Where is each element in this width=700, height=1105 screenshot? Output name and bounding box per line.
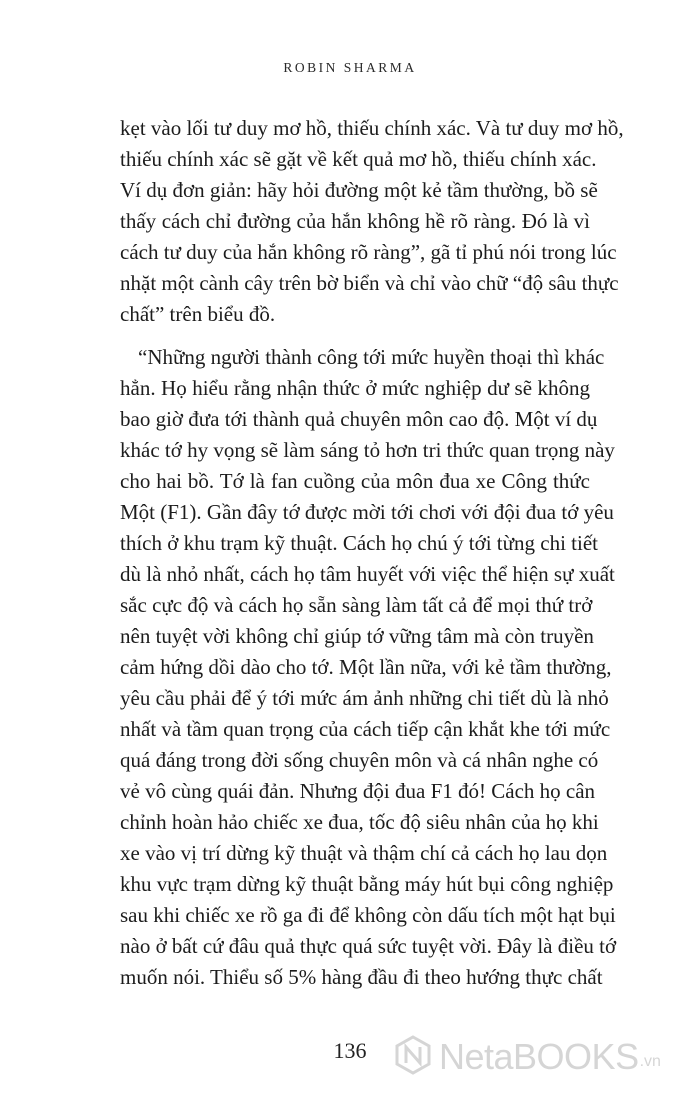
text-line: khác tớ hy vọng sẽ làm sáng tỏ hơn tri thức quan trọng này bbox=[120, 438, 615, 462]
text-line: thích ở khu trạm kỹ thuật. Cách họ chú ý tới từng chi tiết bbox=[120, 531, 599, 555]
text-line: quá đáng trong đời sống chuyên môn và cá nhân nghe có bbox=[120, 748, 599, 772]
text-line: Ví dụ đơn giản: hãy hỏi đường một kẻ tầm thường, bồ sẽ bbox=[120, 178, 598, 202]
text-line: xe vào vị trí dừng kỹ thuật và thậm chí cả cách họ lau dọn bbox=[120, 841, 608, 865]
running-head: ROBIN SHARMA bbox=[283, 60, 417, 75]
text-line: chỉnh hoàn hảo chiếc xe đua, tốc độ siêu nhân của họ khi bbox=[120, 810, 599, 834]
watermark-brand: NetaBOOKS bbox=[439, 1036, 639, 1077]
text-line: bao giờ đưa tới thành quả chuyên môn cao độ. Một ví dụ bbox=[120, 407, 598, 431]
watermark-suffix: .vn bbox=[639, 1053, 661, 1070]
text-line: sắc cực độ và cách họ sẵn sàng làm tất cả để mọi thứ trở bbox=[120, 593, 593, 617]
text-line: khu vực trạm dừng kỹ thuật bằng máy hút bụi công nghiệp bbox=[120, 872, 614, 896]
watermark bbox=[393, 1033, 693, 1081]
text-line: muốn nói. Thiểu số 5% hàng đầu đi theo hướng thực chất bbox=[120, 965, 603, 989]
text-line: chất” trên biểu đồ. bbox=[120, 302, 276, 326]
text-line: nhặt một cành cây trên bờ biển và chỉ vào chữ “độ sâu thực bbox=[120, 271, 619, 295]
netabooks-logo-icon bbox=[393, 1035, 439, 1080]
paragraph-2 bbox=[120, 342, 617, 993]
text-line: “Những người thành công tới mức huyền thoại thì khác bbox=[138, 345, 605, 369]
page-number: 136 bbox=[333, 1038, 367, 1063]
paragraph-1 bbox=[120, 113, 624, 330]
text-line: nên tuyệt vời không chỉ giúp tớ vững tâm mà còn truyền bbox=[120, 624, 594, 648]
text-line: yêu cầu phải để ý tới mức ám ảnh những chi tiết dù là nhỏ bbox=[120, 686, 609, 710]
text-line: cho hai bồ. Tớ là fan cuồng của môn đua xe Công thức bbox=[120, 469, 590, 493]
text-line: kẹt vào lối tư duy mơ hồ, thiếu chính xác. Và tư duy mơ hồ, bbox=[120, 116, 624, 140]
text-line: sau khi chiếc xe rồ ga đi để không còn dấu tích một hạt bụi bbox=[120, 903, 616, 927]
text-line: Một (F1). Gần đây tớ được mời tới chơi với đội đua tớ yêu bbox=[120, 500, 614, 524]
text-line: nhất và tầm quan trọng của cách tiếp cận khắt khe tới mức bbox=[120, 717, 611, 741]
text-line: vẻ vô cùng quái đản. Nhưng đội đua F1 đó! Cách họ cân bbox=[120, 779, 596, 803]
paragraph-gap bbox=[120, 330, 590, 342]
text-line: cách tư duy của hắn không rõ ràng”, gã tỉ phú nói trong lúc bbox=[120, 240, 617, 264]
text-line: thấy cách chỉ đường của hắn không hề rõ ràng. Đó là vì bbox=[120, 209, 590, 233]
text-line: hẳn. Họ hiểu rằng nhận thức ở mức nghiệp dư sẽ không bbox=[120, 376, 590, 400]
text-line: thiếu chính xác sẽ gặt về kết quả mơ hồ, thiếu chính xác. bbox=[120, 147, 597, 171]
body-text bbox=[120, 113, 624, 993]
text-line: cảm hứng dồi dào cho tớ. Một lần nữa, với kẻ tầm thường, bbox=[120, 655, 612, 679]
text-line: dù là nhỏ nhất, cách họ tâm huyết với việc thể hiện sự xuất bbox=[120, 562, 615, 586]
text-line: nào ở bất cứ đâu quả thực quá sức tuyệt vời. Đây là điều tớ bbox=[120, 934, 617, 958]
